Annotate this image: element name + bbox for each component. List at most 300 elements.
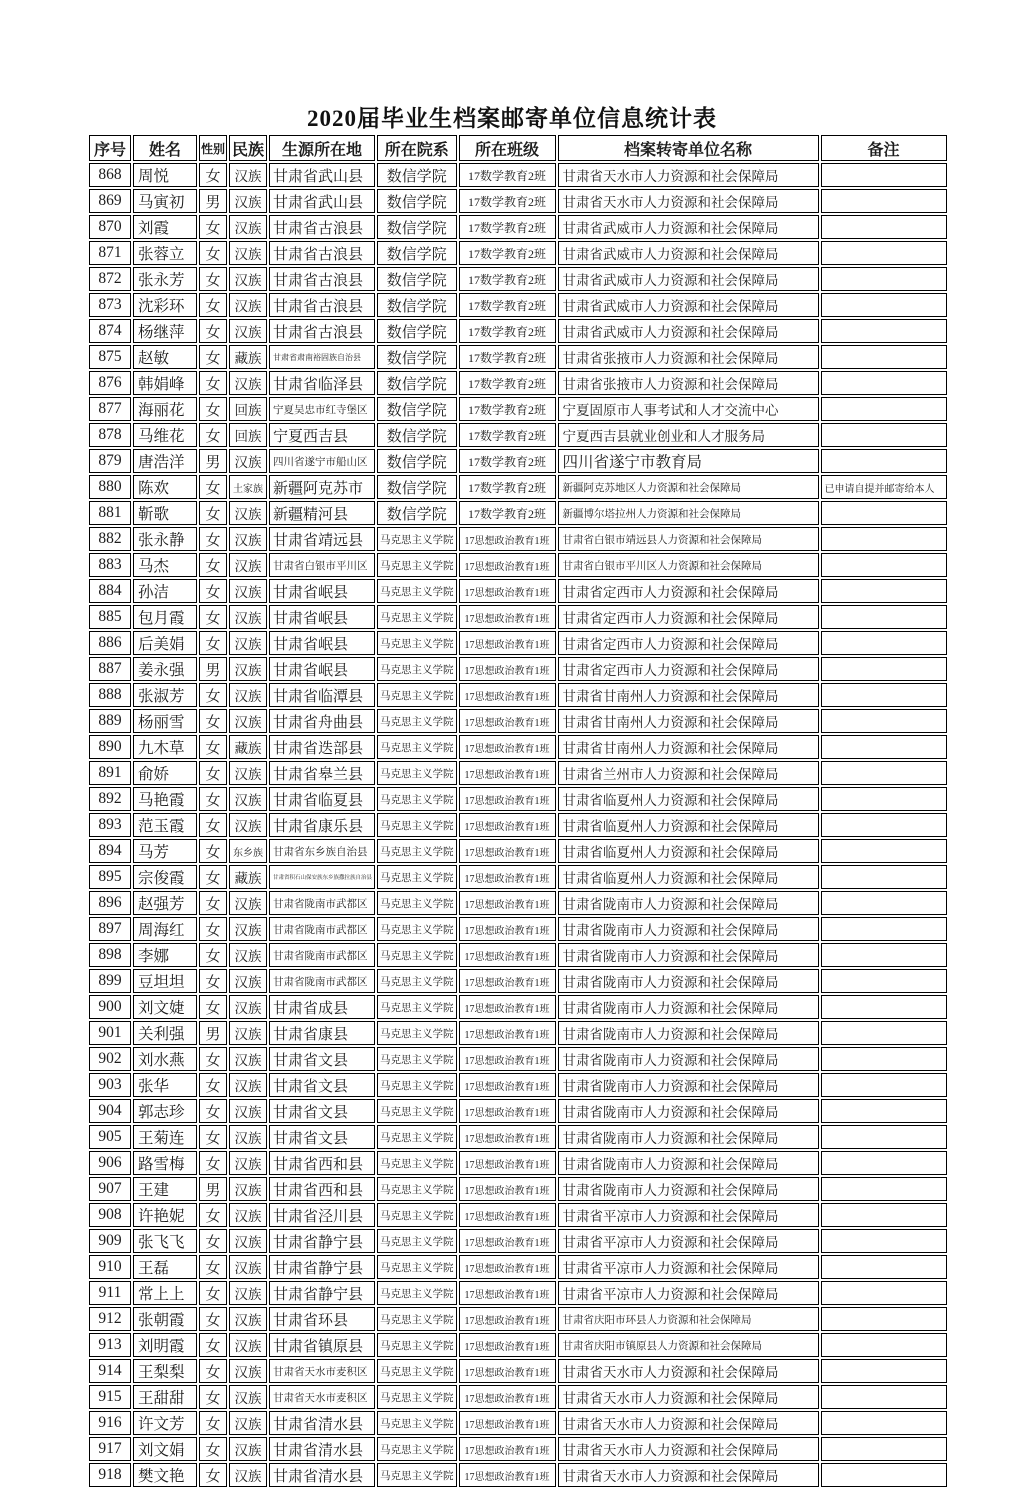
cell-remark xyxy=(821,1021,947,1045)
cell-forward-unit: 甘肃省陇南市人力资源和社会保障局 xyxy=(558,969,819,993)
cell-seq: 870 xyxy=(89,215,131,239)
cell-department: 数信学院 xyxy=(377,371,457,395)
cell-origin: 甘肃省西和县 xyxy=(269,1177,375,1201)
cell-seq: 868 xyxy=(89,163,131,187)
cell-remark xyxy=(821,293,947,317)
cell-forward-unit: 甘肃省陇南市人力资源和社会保障局 xyxy=(558,995,819,1019)
cell-origin: 甘肃省泾川县 xyxy=(269,1203,375,1227)
cell-gender: 女 xyxy=(199,579,227,603)
cell-remark xyxy=(821,1281,947,1305)
cell-origin: 甘肃省康县 xyxy=(269,1021,375,1045)
cell-seq: 873 xyxy=(89,293,131,317)
cell-name: 赵强芳 xyxy=(133,891,197,915)
cell-name: 李娜 xyxy=(133,943,197,967)
cell-seq: 916 xyxy=(89,1411,131,1435)
table-row xyxy=(89,891,947,915)
cell-origin: 甘肃省清水县 xyxy=(269,1463,375,1487)
cell-gender: 女 xyxy=(199,527,227,551)
cell-remark xyxy=(821,423,947,447)
records-table xyxy=(87,133,949,1489)
cell-seq: 915 xyxy=(89,1385,131,1409)
cell-origin: 甘肃省东乡族自治县 xyxy=(269,839,375,863)
cell-department: 数信学院 xyxy=(377,423,457,447)
cell-department: 马克思主义学院 xyxy=(377,1281,457,1305)
cell-department: 马克思主义学院 xyxy=(377,1437,457,1461)
cell-gender: 女 xyxy=(199,1359,227,1383)
cell-ethnicity: 汉族 xyxy=(229,267,267,291)
cell-origin: 新疆阿克苏市 xyxy=(269,475,375,499)
cell-ethnicity: 汉族 xyxy=(229,709,267,733)
cell-class: 17数学教育2班 xyxy=(459,449,556,473)
cell-name: 马艳霞 xyxy=(133,787,197,811)
cell-gender: 女 xyxy=(199,1281,227,1305)
cell-class: 17思想政治教育1班 xyxy=(459,1281,556,1305)
cell-seq: 872 xyxy=(89,267,131,291)
table-row xyxy=(89,683,947,707)
cell-remark xyxy=(821,995,947,1019)
cell-name: 张蓉立 xyxy=(133,241,197,265)
cell-name: 豆坦坦 xyxy=(133,969,197,993)
cell-seq: 904 xyxy=(89,1099,131,1123)
cell-name: 杨丽雪 xyxy=(133,709,197,733)
cell-name: 周悦 xyxy=(133,163,197,187)
cell-forward-unit: 甘肃省武威市人力资源和社会保障局 xyxy=(558,267,819,291)
table-row xyxy=(89,605,947,629)
cell-gender: 男 xyxy=(199,1021,227,1045)
cell-name: 后美娟 xyxy=(133,631,197,655)
cell-gender: 女 xyxy=(199,605,227,629)
cell-remark xyxy=(821,683,947,707)
cell-ethnicity: 汉族 xyxy=(229,787,267,811)
cell-ethnicity: 汉族 xyxy=(229,657,267,681)
cell-remark xyxy=(821,891,947,915)
cell-origin: 甘肃省文县 xyxy=(269,1047,375,1071)
cell-department: 马克思主义学院 xyxy=(377,1151,457,1175)
cell-department: 马克思主义学院 xyxy=(377,995,457,1019)
cell-name: 王甜甜 xyxy=(133,1385,197,1409)
cell-department: 马克思主义学院 xyxy=(377,735,457,759)
cell-name: 沈彩环 xyxy=(133,293,197,317)
cell-class: 17数学教育2班 xyxy=(459,293,556,317)
cell-gender: 男 xyxy=(199,1177,227,1201)
cell-name: 范玉霞 xyxy=(133,813,197,837)
cell-class: 17思想政治教育1班 xyxy=(459,709,556,733)
cell-name: 张永芳 xyxy=(133,267,197,291)
cell-forward-unit: 甘肃省张掖市人力资源和社会保障局 xyxy=(558,345,819,369)
cell-name: 周海红 xyxy=(133,917,197,941)
cell-class: 17思想政治教育1班 xyxy=(459,943,556,967)
cell-class: 17思想政治教育1班 xyxy=(459,683,556,707)
cell-seq: 891 xyxy=(89,761,131,785)
cell-remark xyxy=(821,1203,947,1227)
table-row xyxy=(89,969,947,993)
cell-gender: 女 xyxy=(199,241,227,265)
cell-seq: 896 xyxy=(89,891,131,915)
cell-gender: 女 xyxy=(199,865,227,889)
cell-ethnicity: 汉族 xyxy=(229,1229,267,1253)
cell-remark xyxy=(821,1229,947,1253)
cell-forward-unit: 甘肃省天水市人力资源和社会保障局 xyxy=(558,1385,819,1409)
cell-forward-unit: 甘肃省临夏州人力资源和社会保障局 xyxy=(558,813,819,837)
cell-ethnicity: 汉族 xyxy=(229,761,267,785)
cell-department: 马克思主义学院 xyxy=(377,1385,457,1409)
cell-gender: 女 xyxy=(199,293,227,317)
cell-department: 数信学院 xyxy=(377,319,457,343)
cell-department: 数信学院 xyxy=(377,163,457,187)
table-row xyxy=(89,163,947,187)
cell-department: 数信学院 xyxy=(377,293,457,317)
table-row xyxy=(89,735,947,759)
cell-ethnicity: 汉族 xyxy=(229,319,267,343)
cell-seq: 893 xyxy=(89,813,131,837)
cell-seq: 900 xyxy=(89,995,131,1019)
cell-ethnicity: 东乡族 xyxy=(229,839,267,863)
cell-ethnicity: 藏族 xyxy=(229,865,267,889)
cell-ethnicity: 汉族 xyxy=(229,1463,267,1487)
cell-gender: 女 xyxy=(199,943,227,967)
cell-seq: 887 xyxy=(89,657,131,681)
cell-forward-unit: 甘肃省天水市人力资源和社会保障局 xyxy=(558,1411,819,1435)
cell-name: 海丽花 xyxy=(133,397,197,421)
cell-origin: 甘肃省清水县 xyxy=(269,1411,375,1435)
cell-class: 17思想政治教育1班 xyxy=(459,839,556,863)
cell-gender: 女 xyxy=(199,1385,227,1409)
table-row xyxy=(89,579,947,603)
table-row xyxy=(89,189,947,213)
cell-department: 数信学院 xyxy=(377,267,457,291)
cell-remark xyxy=(821,761,947,785)
cell-class: 17思想政治教育1班 xyxy=(459,579,556,603)
cell-forward-unit: 甘肃省陇南市人力资源和社会保障局 xyxy=(558,1125,819,1149)
cell-seq: 882 xyxy=(89,527,131,551)
column-header-seq: 序号 xyxy=(89,135,131,161)
cell-forward-unit: 甘肃省临夏州人力资源和社会保障局 xyxy=(558,839,819,863)
cell-name: 刘霞 xyxy=(133,215,197,239)
cell-class: 17数学教育2班 xyxy=(459,319,556,343)
cell-origin: 甘肃省古浪县 xyxy=(269,241,375,265)
cell-class: 17思想政治教育1班 xyxy=(459,891,556,915)
cell-department: 马克思主义学院 xyxy=(377,1073,457,1097)
column-header-forward-unit: 档案转寄单位名称 xyxy=(558,135,819,161)
table-row xyxy=(89,1255,947,1279)
cell-department: 马克思主义学院 xyxy=(377,1099,457,1123)
table-row xyxy=(89,527,947,551)
cell-seq: 871 xyxy=(89,241,131,265)
cell-remark xyxy=(821,527,947,551)
cell-forward-unit: 甘肃省陇南市人力资源和社会保障局 xyxy=(558,943,819,967)
cell-class: 17思想政治教育1班 xyxy=(459,813,556,837)
cell-class: 17思想政治教育1班 xyxy=(459,1073,556,1097)
cell-department: 马克思主义学院 xyxy=(377,1255,457,1279)
cell-seq: 910 xyxy=(89,1255,131,1279)
cell-class: 17思想政治教育1班 xyxy=(459,865,556,889)
table-row xyxy=(89,1437,947,1461)
cell-origin: 甘肃省白银市平川区 xyxy=(269,553,375,577)
cell-seq: 917 xyxy=(89,1437,131,1461)
cell-seq: 877 xyxy=(89,397,131,421)
cell-ethnicity: 汉族 xyxy=(229,683,267,707)
cell-class: 17数学教育2班 xyxy=(459,241,556,265)
cell-gender: 女 xyxy=(199,371,227,395)
cell-origin: 四川省遂宁市船山区 xyxy=(269,449,375,473)
cell-name: 王磊 xyxy=(133,1255,197,1279)
cell-origin: 甘肃省肃南裕固族自治县 xyxy=(269,345,375,369)
cell-gender: 女 xyxy=(199,1203,227,1227)
cell-class: 17思想政治教育1班 xyxy=(459,1385,556,1409)
cell-origin: 甘肃省陇南市武都区 xyxy=(269,969,375,993)
cell-name: 宗俊霞 xyxy=(133,865,197,889)
cell-department: 马克思主义学院 xyxy=(377,1333,457,1357)
cell-department: 马克思主义学院 xyxy=(377,865,457,889)
cell-department: 马克思主义学院 xyxy=(377,579,457,603)
cell-gender: 女 xyxy=(199,267,227,291)
cell-ethnicity: 汉族 xyxy=(229,605,267,629)
cell-name: 王建 xyxy=(133,1177,197,1201)
table-row xyxy=(89,1099,947,1123)
cell-department: 数信学院 xyxy=(377,215,457,239)
cell-department: 马克思主义学院 xyxy=(377,1307,457,1331)
cell-department: 马克思主义学院 xyxy=(377,969,457,993)
cell-seq: 902 xyxy=(89,1047,131,1071)
cell-ethnicity: 汉族 xyxy=(229,449,267,473)
cell-class: 17思想政治教育1班 xyxy=(459,1255,556,1279)
cell-remark xyxy=(821,1411,947,1435)
cell-class: 17数学教育2班 xyxy=(459,423,556,447)
cell-origin: 甘肃省迭部县 xyxy=(269,735,375,759)
cell-ethnicity: 汉族 xyxy=(229,891,267,915)
cell-department: 马克思主义学院 xyxy=(377,1021,457,1045)
cell-class: 17思想政治教育1班 xyxy=(459,1021,556,1045)
cell-forward-unit: 甘肃省天水市人力资源和社会保障局 xyxy=(558,1359,819,1383)
cell-class: 17思想政治教育1班 xyxy=(459,917,556,941)
table-row xyxy=(89,1073,947,1097)
cell-forward-unit: 四川省遂宁市教育局 xyxy=(558,449,819,473)
cell-ethnicity: 汉族 xyxy=(229,293,267,317)
cell-forward-unit: 甘肃省陇南市人力资源和社会保障局 xyxy=(558,891,819,915)
cell-gender: 女 xyxy=(199,319,227,343)
cell-ethnicity: 汉族 xyxy=(229,1359,267,1383)
cell-gender: 女 xyxy=(199,1255,227,1279)
cell-forward-unit: 甘肃省白银市平川区人力资源和社会保障局 xyxy=(558,553,819,577)
column-header-department: 所在院系 xyxy=(377,135,457,161)
table-row xyxy=(89,1281,947,1305)
cell-remark xyxy=(821,813,947,837)
cell-gender: 女 xyxy=(199,1151,227,1175)
cell-forward-unit: 甘肃省甘南州人力资源和社会保障局 xyxy=(558,735,819,759)
cell-forward-unit: 甘肃省定西市人力资源和社会保障局 xyxy=(558,605,819,629)
cell-gender: 男 xyxy=(199,449,227,473)
cell-forward-unit: 宁夏固原市人事考试和人才交流中心 xyxy=(558,397,819,421)
cell-seq: 886 xyxy=(89,631,131,655)
cell-class: 17数学教育2班 xyxy=(459,189,556,213)
cell-seq: 880 xyxy=(89,475,131,499)
cell-gender: 女 xyxy=(199,1463,227,1487)
cell-ethnicity: 汉族 xyxy=(229,1047,267,1071)
cell-ethnicity: 藏族 xyxy=(229,735,267,759)
cell-ethnicity: 汉族 xyxy=(229,1125,267,1149)
cell-gender: 女 xyxy=(199,1073,227,1097)
cell-department: 马克思主义学院 xyxy=(377,527,457,551)
table-row xyxy=(89,1463,947,1487)
cell-seq: 897 xyxy=(89,917,131,941)
cell-remark xyxy=(821,1333,947,1357)
cell-origin: 甘肃省文县 xyxy=(269,1099,375,1123)
cell-forward-unit: 甘肃省武威市人力资源和社会保障局 xyxy=(558,319,819,343)
cell-gender: 男 xyxy=(199,189,227,213)
cell-seq: 888 xyxy=(89,683,131,707)
cell-forward-unit: 甘肃省天水市人力资源和社会保障局 xyxy=(558,1437,819,1461)
cell-seq: 908 xyxy=(89,1203,131,1227)
cell-ethnicity: 汉族 xyxy=(229,371,267,395)
cell-ethnicity: 汉族 xyxy=(229,1307,267,1331)
cell-seq: 907 xyxy=(89,1177,131,1201)
cell-name: 路雪梅 xyxy=(133,1151,197,1175)
cell-remark xyxy=(821,579,947,603)
cell-origin: 甘肃省清水县 xyxy=(269,1437,375,1461)
cell-seq: 918 xyxy=(89,1463,131,1487)
cell-remark xyxy=(821,735,947,759)
cell-department: 数信学院 xyxy=(377,449,457,473)
cell-name: 许艳妮 xyxy=(133,1203,197,1227)
cell-seq: 901 xyxy=(89,1021,131,1045)
cell-class: 17思想政治教育1班 xyxy=(459,553,556,577)
cell-gender: 女 xyxy=(199,1411,227,1435)
cell-seq: 898 xyxy=(89,943,131,967)
cell-ethnicity: 汉族 xyxy=(229,1333,267,1357)
cell-department: 数信学院 xyxy=(377,501,457,525)
cell-remark xyxy=(821,397,947,421)
cell-forward-unit: 甘肃省庆阳市环县人力资源和社会保障局 xyxy=(558,1307,819,1331)
cell-name: 王菊连 xyxy=(133,1125,197,1149)
cell-remark xyxy=(821,657,947,681)
cell-ethnicity: 土家族 xyxy=(229,475,267,499)
cell-gender: 女 xyxy=(199,969,227,993)
cell-remark xyxy=(821,267,947,291)
cell-origin: 甘肃省武山县 xyxy=(269,189,375,213)
cell-department: 数信学院 xyxy=(377,241,457,265)
cell-forward-unit: 甘肃省陇南市人力资源和社会保障局 xyxy=(558,1151,819,1175)
cell-origin: 甘肃省文县 xyxy=(269,1073,375,1097)
cell-gender: 女 xyxy=(199,163,227,187)
cell-name: 唐浩洋 xyxy=(133,449,197,473)
cell-ethnicity: 汉族 xyxy=(229,241,267,265)
cell-name: 郭志珍 xyxy=(133,1099,197,1123)
cell-ethnicity: 回族 xyxy=(229,397,267,421)
table-row xyxy=(89,345,947,369)
cell-remark xyxy=(821,1463,947,1487)
cell-gender: 女 xyxy=(199,917,227,941)
cell-origin: 甘肃省成县 xyxy=(269,995,375,1019)
cell-class: 17数学教育2班 xyxy=(459,397,556,421)
cell-class: 17思想政治教育1班 xyxy=(459,1229,556,1253)
cell-department: 马克思主义学院 xyxy=(377,1463,457,1487)
cell-origin: 宁夏西吉县 xyxy=(269,423,375,447)
cell-origin: 甘肃省陇南市武都区 xyxy=(269,917,375,941)
table-row xyxy=(89,865,947,889)
cell-forward-unit: 宁夏西吉县就业创业和人才服务局 xyxy=(558,423,819,447)
table-row xyxy=(89,1177,947,1201)
cell-class: 17思想政治教育1班 xyxy=(459,1151,556,1175)
cell-forward-unit: 甘肃省陇南市人力资源和社会保障局 xyxy=(558,917,819,941)
cell-seq: 895 xyxy=(89,865,131,889)
cell-origin: 甘肃省积石山保安族东乡族撒拉族自治县 xyxy=(269,865,375,889)
cell-department: 马克思主义学院 xyxy=(377,683,457,707)
table-row xyxy=(89,839,947,863)
cell-origin: 甘肃省陇南市武都区 xyxy=(269,891,375,915)
cell-class: 17思想政治教育1班 xyxy=(459,1463,556,1487)
cell-name: 九木草 xyxy=(133,735,197,759)
cell-name: 张淑芳 xyxy=(133,683,197,707)
table-row xyxy=(89,319,947,343)
cell-forward-unit: 甘肃省武威市人力资源和社会保障局 xyxy=(558,241,819,265)
cell-seq: 890 xyxy=(89,735,131,759)
cell-name: 赵敏 xyxy=(133,345,197,369)
cell-seq: 875 xyxy=(89,345,131,369)
cell-ethnicity: 汉族 xyxy=(229,163,267,187)
cell-remark xyxy=(821,501,947,525)
cell-ethnicity: 汉族 xyxy=(229,1255,267,1279)
column-header-gender: 性别 xyxy=(199,135,227,161)
cell-forward-unit: 甘肃省陇南市人力资源和社会保障局 xyxy=(558,1177,819,1201)
cell-class: 17思想政治教育1班 xyxy=(459,631,556,655)
cell-class: 17思想政治教育1班 xyxy=(459,1333,556,1357)
cell-class: 17数学教育2班 xyxy=(459,267,556,291)
cell-gender: 女 xyxy=(199,891,227,915)
cell-forward-unit: 甘肃省定西市人力资源和社会保障局 xyxy=(558,657,819,681)
cell-department: 马克思主义学院 xyxy=(377,1203,457,1227)
cell-gender: 女 xyxy=(199,995,227,1019)
cell-ethnicity: 汉族 xyxy=(229,1021,267,1045)
cell-department: 马克思主义学院 xyxy=(377,605,457,629)
cell-department: 数信学院 xyxy=(377,397,457,421)
cell-origin: 甘肃省镇原县 xyxy=(269,1333,375,1357)
cell-gender: 女 xyxy=(199,683,227,707)
cell-forward-unit: 甘肃省陇南市人力资源和社会保障局 xyxy=(558,1021,819,1045)
cell-origin: 甘肃省临潭县 xyxy=(269,683,375,707)
cell-department: 马克思主义学院 xyxy=(377,917,457,941)
cell-seq: 906 xyxy=(89,1151,131,1175)
cell-forward-unit: 甘肃省兰州市人力资源和社会保障局 xyxy=(558,761,819,785)
table-row xyxy=(89,449,947,473)
cell-origin: 甘肃省武山县 xyxy=(269,163,375,187)
cell-gender: 女 xyxy=(199,839,227,863)
table-row xyxy=(89,1385,947,1409)
cell-forward-unit: 甘肃省定西市人力资源和社会保障局 xyxy=(558,631,819,655)
cell-seq: 876 xyxy=(89,371,131,395)
cell-ethnicity: 藏族 xyxy=(229,345,267,369)
cell-remark xyxy=(821,1255,947,1279)
cell-origin: 甘肃省古浪县 xyxy=(269,215,375,239)
cell-remark xyxy=(821,345,947,369)
column-header-ethnicity: 民族 xyxy=(229,135,267,161)
cell-department: 数信学院 xyxy=(377,475,457,499)
cell-forward-unit: 甘肃省陇南市人力资源和社会保障局 xyxy=(558,1073,819,1097)
cell-name: 马芳 xyxy=(133,839,197,863)
cell-remark xyxy=(821,1385,947,1409)
cell-origin: 甘肃省静宁县 xyxy=(269,1229,375,1253)
cell-remark xyxy=(821,1437,947,1461)
cell-remark xyxy=(821,943,947,967)
table-row xyxy=(89,631,947,655)
cell-origin: 新疆精河县 xyxy=(269,501,375,525)
cell-remark xyxy=(821,1125,947,1149)
cell-gender: 女 xyxy=(199,709,227,733)
table-row xyxy=(89,1359,947,1383)
cell-gender: 女 xyxy=(199,423,227,447)
table-row xyxy=(89,787,947,811)
cell-class: 17思想政治教育1班 xyxy=(459,1099,556,1123)
cell-ethnicity: 汉族 xyxy=(229,527,267,551)
